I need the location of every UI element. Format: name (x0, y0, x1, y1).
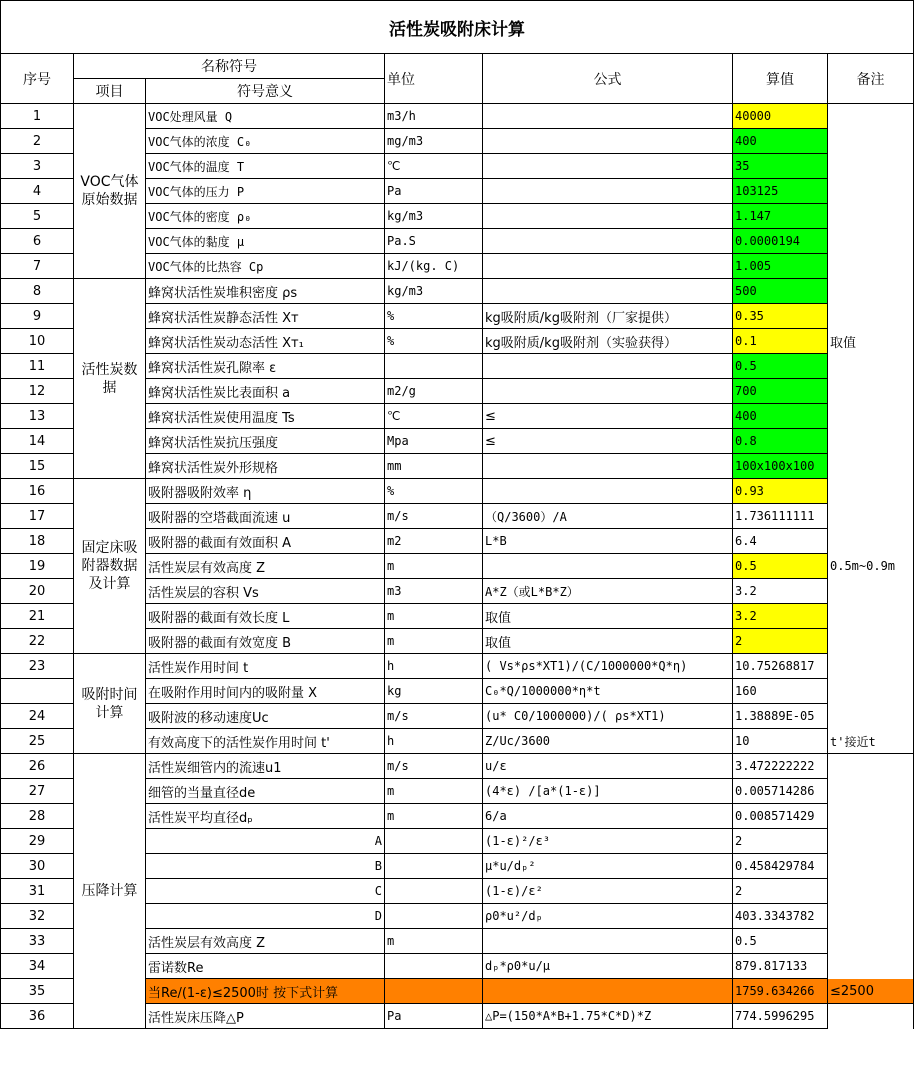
row-number: 16 (1, 479, 74, 504)
group-time-label: 吸附时间计算 (74, 654, 146, 754)
header-note: 备注 (828, 54, 914, 104)
row-formula: ≤ (483, 429, 733, 454)
header-item: 项目 (74, 79, 146, 104)
row-formula (483, 479, 733, 504)
row-number: 11 (1, 354, 74, 379)
row-number: 22 (1, 629, 74, 654)
row-formula: Z/Uc/3600 (483, 729, 733, 754)
row-unit: m/s (385, 504, 483, 529)
row-unit: ℃ (385, 154, 483, 179)
row-unit: m/s (385, 754, 483, 779)
row-value: 0.5 (733, 929, 828, 954)
row-unit: m3/h (385, 104, 483, 129)
row-name: 吸附器的空塔截面流速 u (146, 504, 385, 529)
header-meaning: 符号意义 (146, 79, 385, 104)
row-number: 3 (1, 154, 74, 179)
row-note (828, 704, 914, 729)
row-name: VOC气体的压力 P (146, 179, 385, 204)
row-name: 蜂窝状活性炭孔隙率 ε (146, 354, 385, 379)
row-value: 0.0000194 (733, 229, 828, 254)
row-unit: mm (385, 454, 483, 479)
row-note (828, 579, 914, 604)
row-formula (483, 229, 733, 254)
row-name: 蜂窝状活性炭动态活性 Xт₁ (146, 329, 385, 354)
row-number: 6 (1, 229, 74, 254)
row-value: 10.75268817 (733, 654, 828, 679)
row-value: 774.5996295 (733, 1004, 828, 1029)
row-unit: m (385, 929, 483, 954)
row-value: 3.2 (733, 604, 828, 629)
row-number: 13 (1, 404, 74, 429)
row-unit: % (385, 479, 483, 504)
row-number: 5 (1, 204, 74, 229)
row-value: 2 (733, 879, 828, 904)
row-note (828, 629, 914, 654)
row-unit: m (385, 804, 483, 829)
row-formula: kg吸附质/kg吸附剂（实验获得） (483, 329, 733, 354)
row-name: 吸附器的截面有效宽度 B (146, 629, 385, 654)
row-value: 1.005 (733, 254, 828, 279)
row-unit: kg/m3 (385, 204, 483, 229)
row-formula: kg吸附质/kg吸附剂（厂家提供） (483, 304, 733, 329)
row-note (828, 1004, 914, 1029)
row-value: 403.3343782 (733, 904, 828, 929)
row-name: VOC气体的黏度 μ (146, 229, 385, 254)
row-name: 蜂窝状活性炭静态活性 Xт (146, 304, 385, 329)
row-unit: h (385, 654, 483, 679)
row-name: 活性炭层的容积 Vs (146, 579, 385, 604)
row-number: 12 (1, 379, 74, 404)
row-name: 在吸附作用时间内的吸附量 X (146, 679, 385, 704)
row-note (828, 204, 914, 229)
header-formula: 公式 (483, 54, 733, 104)
row-value: 0.458429784 (733, 854, 828, 879)
row-formula (483, 354, 733, 379)
row-unit: m2/g (385, 379, 483, 404)
row-formula (483, 279, 733, 304)
row-number: 15 (1, 454, 74, 479)
row-formula: ρ0*u²/dₚ (483, 904, 733, 929)
row-name: 细管的当量直径de (146, 779, 385, 804)
header-unit: 单位 (385, 54, 483, 104)
row-unit: m (385, 629, 483, 654)
row-unit: % (385, 304, 483, 329)
row-unit: mg/m3 (385, 129, 483, 154)
row-note (828, 379, 914, 404)
row-name: 活性炭平均直径dₚ (146, 804, 385, 829)
page-title: 活性炭吸附床计算 (1, 1, 914, 54)
row-unit (385, 354, 483, 379)
row-name: 活性炭层有效高度 Z (146, 929, 385, 954)
row-value: 35 (733, 154, 828, 179)
row-value: 0.93 (733, 479, 828, 504)
row-note (828, 904, 914, 929)
row-formula (483, 179, 733, 204)
row-number: 29 (1, 829, 74, 854)
row-unit (385, 829, 483, 854)
row-formula: △P=(150*A*B+1.75*C*D)*Z (483, 1004, 733, 1029)
group-carbon-label: 活性炭数据 (74, 279, 146, 479)
row-value: 103125 (733, 179, 828, 204)
row-name: 雷诺数Re (146, 954, 385, 979)
row-number: 33 (1, 929, 74, 954)
row-note (828, 654, 914, 679)
row-number: 26 (1, 754, 74, 779)
row-value: 500 (733, 279, 828, 304)
row-value: 100x100x100 (733, 454, 828, 479)
row-unit: m2 (385, 529, 483, 554)
row-note (828, 354, 914, 379)
row-formula (483, 129, 733, 154)
row-note (828, 529, 914, 554)
row-number: 7 (1, 254, 74, 279)
row-formula (483, 979, 733, 1004)
row-name: 活性炭层有效高度 Z (146, 554, 385, 579)
row-note (828, 754, 914, 779)
row-name: VOC气体的密度 ρ₀ (146, 204, 385, 229)
row-formula: (4*ε) /[a*(1-ε)] (483, 779, 733, 804)
row-unit (385, 879, 483, 904)
row-value: 0.5 (733, 554, 828, 579)
row-number: 34 (1, 954, 74, 979)
row-name: 有效高度下的活性炭作用时间 t' (146, 729, 385, 754)
row-name: 吸附器的截面有效长度 L (146, 604, 385, 629)
row-note (828, 254, 914, 279)
row-formula (483, 204, 733, 229)
row-formula (483, 454, 733, 479)
row-number: 35 (1, 979, 74, 1004)
row-note (828, 304, 914, 329)
row-name: 活性炭细管内的流速u1 (146, 754, 385, 779)
row-value: 40000 (733, 104, 828, 129)
row-value: 400 (733, 404, 828, 429)
row-unit: m3 (385, 579, 483, 604)
row-note (828, 129, 914, 154)
row-note (828, 804, 914, 829)
row-name: C (146, 879, 385, 904)
row-formula (483, 554, 733, 579)
row-value: 0.005714286 (733, 779, 828, 804)
row-number: 25 (1, 729, 74, 754)
row-name: VOC气体的温度 T (146, 154, 385, 179)
row-name: VOC气体的浓度 C₀ (146, 129, 385, 154)
row-number: 31 (1, 879, 74, 904)
row-note (828, 154, 914, 179)
row-note (828, 429, 914, 454)
row-name: 蜂窝状活性炭比表面积 a (146, 379, 385, 404)
row-formula: L*B (483, 529, 733, 554)
row-number: 10 (1, 329, 74, 354)
row-number: 2 (1, 129, 74, 154)
row-unit: % (385, 329, 483, 354)
row-value: 160 (733, 679, 828, 704)
row-note (828, 604, 914, 629)
row-note (828, 229, 914, 254)
row-unit (385, 954, 483, 979)
row-number: 27 (1, 779, 74, 804)
row-formula (483, 379, 733, 404)
row-value: 3.472222222 (733, 754, 828, 779)
row-note: t'接近t (828, 729, 914, 754)
row-number: 14 (1, 429, 74, 454)
row-number (1, 679, 74, 704)
row-formula: 6/a (483, 804, 733, 829)
row-value: 2 (733, 629, 828, 654)
row-note (828, 954, 914, 979)
row-number: 8 (1, 279, 74, 304)
row-note: ≤2500 (828, 979, 914, 1004)
row-number: 19 (1, 554, 74, 579)
row-name: 吸附波的移动速度Uc (146, 704, 385, 729)
row-name: 蜂窝状活性炭外形规格 (146, 454, 385, 479)
row-value: 10 (733, 729, 828, 754)
row-note (828, 879, 914, 904)
row-value: 0.008571429 (733, 804, 828, 829)
row-note (828, 479, 914, 504)
row-value: 700 (733, 379, 828, 404)
row-number: 23 (1, 654, 74, 679)
row-name: 活性炭床压降△P (146, 1004, 385, 1029)
row-value: 879.817133 (733, 954, 828, 979)
header-value: 算值 (733, 54, 828, 104)
row-unit: ℃ (385, 404, 483, 429)
row-formula: (1-ε)/ε² (483, 879, 733, 904)
row-value: 1759.634266 (733, 979, 828, 1004)
row-name: 蜂窝状活性炭抗压强度 (146, 429, 385, 454)
row-value: 0.5 (733, 354, 828, 379)
row-unit (385, 979, 483, 1004)
row-name: 活性炭作用时间 t (146, 654, 385, 679)
row-formula: C₀*Q/1000000*η*t (483, 679, 733, 704)
row-unit: Pa.S (385, 229, 483, 254)
row-unit: m/s (385, 704, 483, 729)
row-number: 4 (1, 179, 74, 204)
row-value: 0.35 (733, 304, 828, 329)
header-seq: 序号 (1, 54, 74, 104)
row-number: 9 (1, 304, 74, 329)
row-unit: kJ/(kg. C) (385, 254, 483, 279)
row-number: 36 (1, 1004, 74, 1029)
row-value: 1.38889E-05 (733, 704, 828, 729)
row-name: VOC处理风量 Q (146, 104, 385, 129)
header-name-symbol: 名称符号 (74, 54, 385, 79)
row-formula: (1-ε)²/ε³ (483, 829, 733, 854)
row-name: D (146, 904, 385, 929)
row-note (828, 404, 914, 429)
row-formula: ( Vs*ρs*XT1)/(C/1000000*Q*η) (483, 654, 733, 679)
row-number: 28 (1, 804, 74, 829)
row-note (828, 829, 914, 854)
group-bed-label: 固定床吸附器数据及计算 (74, 479, 146, 654)
row-note (828, 679, 914, 704)
row-formula: A*Z（或L*B*Z） (483, 579, 733, 604)
row-note: 取值 (828, 329, 914, 354)
row-value: 1.736111111 (733, 504, 828, 529)
row-note (828, 854, 914, 879)
row-formula: （Q/3600）/A (483, 504, 733, 529)
row-number: 20 (1, 579, 74, 604)
row-unit (385, 854, 483, 879)
row-number: 32 (1, 904, 74, 929)
row-value: 2 (733, 829, 828, 854)
row-number: 1 (1, 104, 74, 129)
row-name: 吸附器吸附效率 η (146, 479, 385, 504)
row-unit: Pa (385, 179, 483, 204)
row-formula: dₚ*ρ0*u/μ (483, 954, 733, 979)
row-unit: h (385, 729, 483, 754)
row-unit: m (385, 779, 483, 804)
row-unit (385, 904, 483, 929)
row-note: 0.5m~0.9m (828, 554, 914, 579)
row-value: 6.4 (733, 529, 828, 554)
group-voc-label: VOC气体原始数据 (74, 104, 146, 279)
row-name: B (146, 854, 385, 879)
row-formula: ≤ (483, 404, 733, 429)
row-value: 0.8 (733, 429, 828, 454)
row-value: 0.1 (733, 329, 828, 354)
row-formula: u/ε (483, 754, 733, 779)
row-value: 400 (733, 129, 828, 154)
row-note (828, 454, 914, 479)
row-number: 18 (1, 529, 74, 554)
row-formula: 取值 (483, 629, 733, 654)
row-value: 3.2 (733, 579, 828, 604)
row-unit: m (385, 554, 483, 579)
row-name: 吸附器的截面有效面积 A (146, 529, 385, 554)
row-note (828, 504, 914, 529)
row-note (828, 929, 914, 954)
row-formula: (u* C0/1000000)/( ρs*XT1) (483, 704, 733, 729)
row-name: 蜂窝状活性炭使用温度 Ts (146, 404, 385, 429)
row-unit: kg (385, 679, 483, 704)
row-name: 蜂窝状活性炭堆积密度 ρs (146, 279, 385, 304)
row-note (828, 179, 914, 204)
row-formula (483, 104, 733, 129)
row-formula: 取值 (483, 604, 733, 629)
group-pressure-label: 压降计算 (74, 754, 146, 1029)
row-formula: μ*u/dₚ² (483, 854, 733, 879)
row-unit: Pa (385, 1004, 483, 1029)
row-unit: kg/m3 (385, 279, 483, 304)
row-number: 17 (1, 504, 74, 529)
row-formula (483, 929, 733, 954)
row-name: 当Re/(1-ε)≤2500时 按下式计算 (146, 979, 385, 1004)
row-note (828, 104, 914, 129)
row-number: 21 (1, 604, 74, 629)
row-number: 24 (1, 704, 74, 729)
row-note (828, 779, 914, 804)
row-name: A (146, 829, 385, 854)
row-unit: Mpa (385, 429, 483, 454)
row-name: VOC气体的比热容 Cp (146, 254, 385, 279)
row-number: 30 (1, 854, 74, 879)
row-unit: m (385, 604, 483, 629)
row-note (828, 279, 914, 304)
row-formula (483, 154, 733, 179)
row-formula (483, 254, 733, 279)
row-value: 1.147 (733, 204, 828, 229)
